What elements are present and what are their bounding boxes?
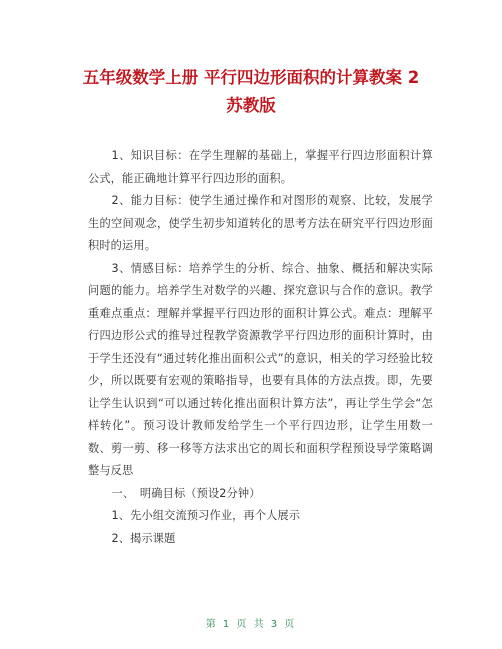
paragraph-ability-goal: 2、能力目标：使学生通过操作和对图形的观察、比较，发展学生的空间观念，使学生初步知道转化的思考方法在研究平行四边形面积时的运用。 [88, 194, 433, 252]
title-line-2: 苏教版 [226, 96, 276, 115]
document-body [88, 145, 433, 550]
paragraph-emotion-goal: 3、情感目标：培养学生的分析、综合、抽象、概括和解决实际问题的能力。培养学生对数学的兴趣、探究意识与合作的意识。教学重难点重点：理解并掌握平行四边形的面积计算公式。难点：理解平行四边形公式的推导过程教学资源教学平行四边形的面积计算时，由于学生还没有“通过转化推出面积公式”的意识，相关的学习经验比较少，所以既要有宏观的策略指导，也要有具体的方法点拨。即，先要让学生认识到“可以通过转化推出面积计算方法”，再让学生学会“怎样转化”。预习设计教师发给学生一个平行四边形，让学生用数一数、剪一剪、移一移等方法求出它的周长和面积学程预设导学策略调整与反思 [88, 261, 433, 477]
document-title [60, 64, 442, 120]
title-line-1: 五年级数学上册 平行四边形面积的计算教案 2 [82, 68, 420, 87]
page-footer [0, 615, 502, 630]
paragraph-step-two: 2、揭示课题 [111, 531, 176, 545]
paragraph-knowledge-goal: 1、知识目标：在学生理解的基础上，掌握平行四边形面积计算公式，能正确地计算平行四边形的面积。 [88, 149, 433, 185]
paragraph-section-one: 一、 明确目标（预设2分钟） [111, 486, 261, 500]
paragraph-step-one: 1、先小组交流预习作业，再个人展示 [111, 509, 301, 522]
page-number-label: 第 1 页 共 3 页 [205, 619, 297, 630]
